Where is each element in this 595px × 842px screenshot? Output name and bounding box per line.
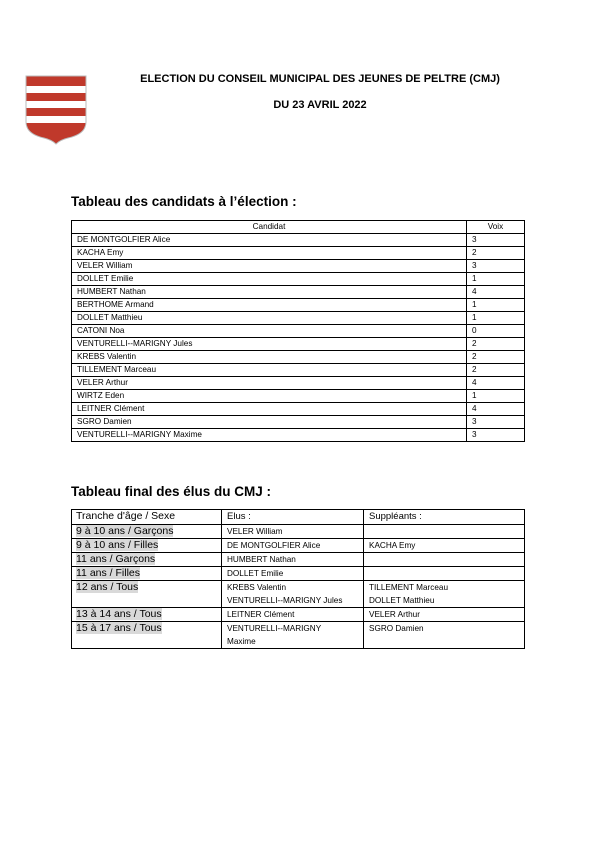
candidate-column-header: Candidat [72, 221, 467, 234]
age-group-cell [72, 608, 222, 622]
substitutes-cell [364, 622, 525, 649]
table-row [72, 325, 525, 338]
candidate-votes: 2 [467, 338, 525, 351]
document-title: ELECTION DU CONSEIL MUNICIPAL DES JEUNES DE PELTRE (CMJ) [140, 73, 500, 85]
table-row [72, 429, 525, 442]
final-heading: Tableau final des élus du CMJ : [71, 484, 272, 499]
candidate-votes: 2 [467, 351, 525, 364]
elected-name: KREBS Valentin [227, 583, 287, 592]
elected-name: VENTURELLI--MARIGNY Jules [227, 596, 343, 605]
age-group-cell [72, 581, 222, 608]
candidate-votes: 3 [467, 234, 525, 247]
candidate-name: CATONI Noa [72, 325, 467, 338]
substitutes-cell [364, 567, 525, 581]
candidate-votes: 4 [467, 377, 525, 390]
candidate-votes: 1 [467, 390, 525, 403]
substitutes-cell [364, 608, 525, 622]
table-row [72, 539, 525, 553]
candidate-name: VENTURELLI--MARIGNY Jules [72, 338, 467, 351]
elected-name: DOLLET Emilie [227, 569, 284, 578]
votes-column-header: Voix [467, 221, 525, 234]
age-group-cell [72, 553, 222, 567]
elected-cell [222, 539, 364, 553]
candidate-votes: 4 [467, 403, 525, 416]
candidate-name: SGRO Damien [72, 416, 467, 429]
table-row [72, 567, 525, 581]
candidate-votes: 3 [467, 260, 525, 273]
coat-of-arms-icon [24, 74, 88, 146]
substitutes-cell [364, 553, 525, 567]
elected-name: VELER William [227, 527, 283, 536]
substitute-name: VELER Arthur [369, 610, 420, 619]
age-group-cell [72, 525, 222, 539]
age-group-label: 13 à 14 ans / Tous [76, 608, 162, 620]
table-row [72, 608, 525, 622]
table-row [72, 390, 525, 403]
candidate-name: WIRTZ Eden [72, 390, 467, 403]
table-row [72, 351, 525, 364]
candidate-votes: 1 [467, 299, 525, 312]
candidate-name: VELER William [72, 260, 467, 273]
elected-name: DE MONTGOLFIER Alice [227, 541, 321, 550]
table-row [72, 416, 525, 429]
table-row [72, 622, 525, 649]
substitute-name: SGRO Damien [369, 624, 424, 633]
elected-cell [222, 622, 364, 649]
document-date: DU 23 AVRIL 2022 [273, 99, 367, 111]
elected-cell [222, 567, 364, 581]
candidates-heading: Tableau des candidats à l’élection : [71, 194, 297, 209]
table-row [72, 581, 525, 608]
elected-column-header: Elus : [222, 510, 364, 525]
table-row [72, 377, 525, 390]
candidate-name: VELER Arthur [72, 377, 467, 390]
candidates-table [71, 220, 525, 442]
candidate-votes: 4 [467, 286, 525, 299]
table-row [72, 234, 525, 247]
age-group-cell [72, 622, 222, 649]
elected-cell [222, 581, 364, 608]
table-row [72, 247, 525, 260]
candidate-name: LEITNER Clément [72, 403, 467, 416]
candidate-name: DOLLET Emilie [72, 273, 467, 286]
table-row [72, 260, 525, 273]
age-group-label: 15 à 17 ans / Tous [76, 622, 162, 634]
candidate-name: VENTURELLI--MARIGNY Maxime [72, 429, 467, 442]
age-group-cell [72, 567, 222, 581]
elected-name: HUMBERT Nathan [227, 555, 296, 564]
age-group-label: 11 ans / Garçons [76, 553, 156, 565]
age-group-label: 9 à 10 ans / Filles [76, 539, 159, 551]
elected-cell [222, 553, 364, 567]
candidate-votes: 1 [467, 312, 525, 325]
candidate-name: BERTHOME Armand [72, 299, 467, 312]
elected-name: VENTURELLI--MARIGNY [227, 624, 322, 633]
candidate-name: DE MONTGOLFIER Alice [72, 234, 467, 247]
elected-name: Maxime [227, 637, 256, 646]
candidate-votes: 2 [467, 364, 525, 377]
substitute-name: DOLLET Matthieu [369, 596, 435, 605]
substitute-name: TILLEMENT Marceau [369, 583, 449, 592]
candidate-votes: 2 [467, 247, 525, 260]
table-row [72, 338, 525, 351]
substitutes-cell [364, 539, 525, 553]
candidate-votes: 0 [467, 325, 525, 338]
table-row [72, 553, 525, 567]
table-row [72, 312, 525, 325]
table-header-row [72, 510, 525, 525]
elected-cell [222, 608, 364, 622]
table-row [72, 299, 525, 312]
elected-cell [222, 525, 364, 539]
substitutes-cell [364, 581, 525, 608]
candidate-votes: 3 [467, 416, 525, 429]
table-row [72, 364, 525, 377]
substitute-name: KACHA Emy [369, 541, 416, 550]
age-group-label: 11 ans / Filles [76, 567, 140, 579]
candidate-name: KACHA Emy [72, 247, 467, 260]
candidate-name: HUMBERT Nathan [72, 286, 467, 299]
age-group-label: 9 à 10 ans / Garçons [76, 525, 174, 537]
candidate-votes: 3 [467, 429, 525, 442]
candidate-name: TILLEMENT Marceau [72, 364, 467, 377]
candidate-name: KREBS Valentin [72, 351, 467, 364]
age-group-cell [72, 539, 222, 553]
table-row [72, 273, 525, 286]
candidate-name: DOLLET Matthieu [72, 312, 467, 325]
table-row [72, 525, 525, 539]
table-row [72, 286, 525, 299]
substitutes-cell [364, 525, 525, 539]
elected-name: LEITNER Clément [227, 610, 295, 619]
age-group-label: 12 ans / Tous [76, 581, 139, 593]
elected-table [71, 509, 525, 649]
age-group-column-header: Tranche d'âge / Sexe [72, 510, 222, 525]
table-header-row [72, 221, 525, 234]
candidate-votes: 1 [467, 273, 525, 286]
substitutes-column-header: Suppléants : [364, 510, 525, 525]
table-row [72, 403, 525, 416]
